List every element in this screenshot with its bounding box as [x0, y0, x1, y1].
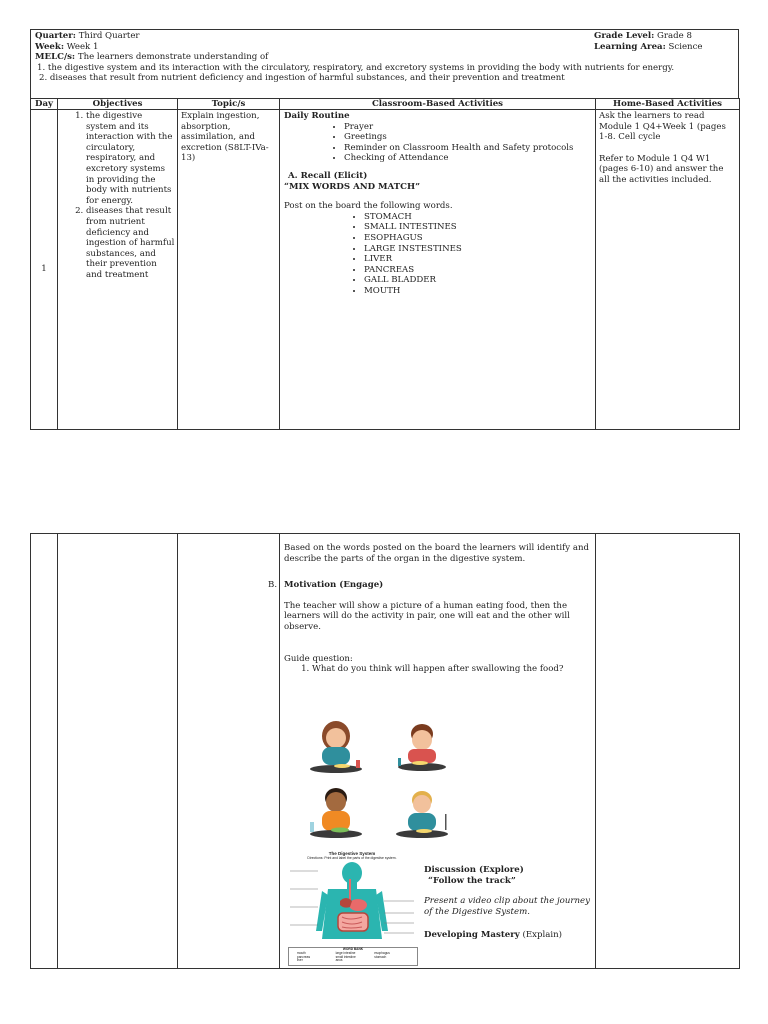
word-bank-item: anus — [335, 958, 343, 963]
table-row — [31, 110, 740, 430]
word-item: • STOMACH — [364, 212, 591, 223]
word-item: • LIVER — [364, 254, 591, 265]
mastery-sub: (Explain) — [519, 930, 562, 941]
week-value: Week 1 — [64, 41, 99, 52]
discussion-sub: “Follow the track” — [428, 875, 516, 886]
col-home: Home-Based Activities — [596, 99, 740, 110]
classroom-cell-continued — [268, 534, 596, 969]
recall-title: A. Recall (Elicit) — [288, 170, 368, 181]
day-cell: 1 — [31, 110, 58, 430]
digestive-body-diagram — [284, 861, 420, 945]
word-bank-item: liver — [296, 958, 303, 963]
post-text: Post on the board the following words. — [284, 201, 453, 212]
topic-cell-empty — [178, 534, 280, 969]
routine-title: Daily Routine — [284, 111, 350, 121]
topic-cell: Explain ingestion, absorption, assimilation, and excretion (S8LT-IVa-13) — [178, 110, 280, 430]
list-item: • Checking of Attendance — [344, 153, 591, 164]
home-refer-text: Refer to Module 1 Q4 W1 (pages 6-10) and answer the all the activities included. — [599, 153, 724, 185]
discussion-title: Discussion (Explore) — [424, 865, 524, 875]
objectives-cell — [58, 110, 178, 430]
word-item: • PANCREAS — [364, 265, 591, 276]
discussion-text: Present a video clip about the journey of the Digestive System. — [424, 896, 590, 917]
person-eating-2 — [398, 724, 446, 771]
word-item: • GALL BLADDER — [364, 275, 591, 286]
objective-item: 2. diseases that result from nutrient deficiency and ingestion of harmful substances, and their prevention and treatment — [86, 206, 175, 280]
week-label: Week: — [35, 41, 65, 52]
motivation-title: Motivation (Engage) — [284, 580, 384, 591]
day-cell-empty — [31, 534, 58, 969]
recall-game: “MIX WORDS AND MATCH” — [284, 181, 421, 192]
home-read-text: Ask the learners to read Module 1 Q4+Week 1 (pages 1-8. Cell cycle — [599, 111, 726, 143]
person-eating-1 — [310, 721, 362, 773]
word-item: • ESOPHAGUS — [364, 233, 591, 244]
melc-value: The learners demonstrate understanding of — [75, 52, 269, 63]
lesson-table-continued — [30, 533, 740, 969]
quarter-value: Third Quarter — [75, 31, 140, 41]
table-header-row — [31, 99, 740, 110]
worksheet-title: The Digestive System — [328, 851, 376, 856]
discussion-block — [424, 865, 592, 941]
guide-question: 1. What do you think will happen after swallowing the food? — [312, 664, 591, 675]
person-eating-3 — [310, 788, 362, 838]
lesson-header — [30, 29, 739, 99]
melc-label: MELC/s: — [35, 52, 76, 63]
word-bank-title: WORD BANK — [342, 947, 364, 951]
quarter-label: Quarter: — [35, 31, 76, 41]
identify-text: Based on the words posted on the board the learners will identify and describe the parts of the organ in the digestive system. — [284, 543, 590, 564]
motivation-text: The teacher will show a picture of a human eating food, then the learners will do the activity in pair, one will eat and the other will observe. — [284, 600, 570, 632]
word-bank-item: small intestine — [335, 954, 356, 959]
col-objectives: Objectives — [58, 99, 178, 110]
worksheet-directions: Directions: Print and label the parts of the digestive system. — [307, 856, 397, 860]
people-eating-illustration — [300, 714, 465, 844]
area-label: Learning Area: — [594, 41, 666, 52]
word-bank — [288, 947, 418, 966]
word-item: • SMALL INTESTINES — [364, 222, 591, 233]
digestive-worksheet — [284, 851, 420, 965]
melc-item-2: 2. diseases that result from nutrient deficiency and ingestion of harmful substances, and their prevention and treatment — [39, 73, 565, 84]
col-topics: Topic/s — [178, 99, 280, 110]
classroom-cell — [280, 110, 596, 430]
list-item: • Reminder on Classroom Health and Safety protocols — [344, 143, 591, 154]
area-value: Science — [665, 41, 703, 52]
col-day: Day — [31, 99, 58, 110]
person-eating-4 — [396, 791, 448, 838]
table-row — [31, 534, 740, 969]
word-bank-item: mouth — [296, 950, 306, 955]
list-item: • Prayer — [344, 122, 591, 133]
lesson-table — [30, 98, 740, 430]
home-cell-empty — [596, 534, 740, 969]
word-item: • LARGE INSTESTINES — [364, 244, 591, 255]
word-item: • MOUTH — [364, 286, 591, 297]
list-item: • Greetings — [344, 132, 591, 143]
word-bank-item: esophagus — [374, 950, 390, 955]
word-bank-item: stomach — [374, 954, 387, 959]
melc-item-1: 1. the digestive system and its interaction with the circulatory, respiratory, and excretory systems in providing the body with nutrients for energy. — [37, 62, 675, 73]
word-bank-item: pancreas — [296, 954, 311, 959]
col-classroom: Classroom-Based Activities — [280, 99, 596, 110]
objectives-cell-empty — [58, 534, 178, 969]
objective-item: 1. the digestive system and its interaction with the circulatory, respiratory, and excretory systems in providing the body with nutrients for energy. — [86, 111, 175, 206]
grade-label: Grade Level: — [594, 31, 655, 41]
mastery-title: Developing Mastery — [424, 930, 520, 941]
guide-label: Guide question: — [284, 653, 353, 664]
home-cell — [596, 110, 740, 430]
word-bank-item: large intestine — [335, 950, 356, 955]
grade-value: Grade 8 — [654, 31, 692, 41]
b-label: B. — [268, 580, 278, 591]
